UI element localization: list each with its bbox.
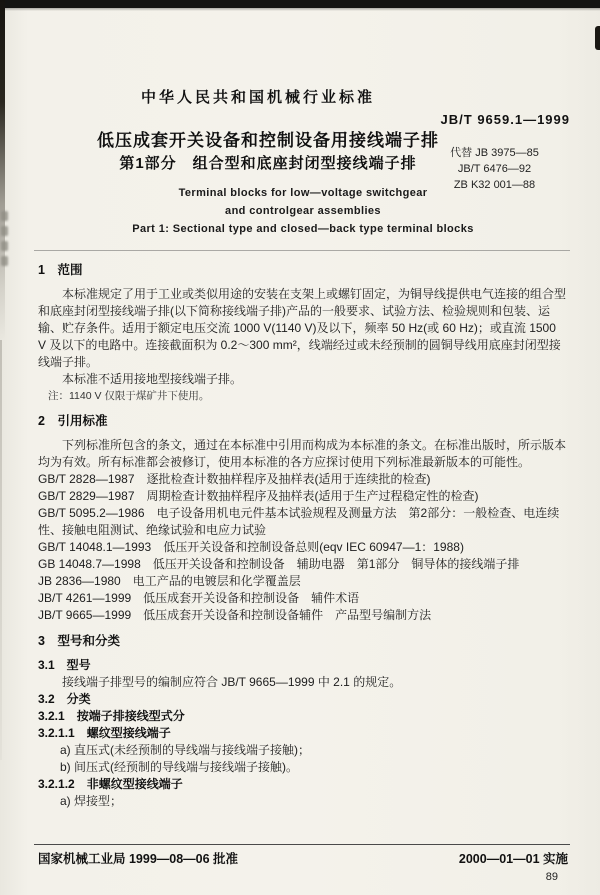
- scan-artifact-mark: [1, 226, 8, 236]
- scope-paragraph: 本标准规定了用于工业或类似用途的安装在支架上或螺钉固定，为铜导线提供电气连接的组合型和底座封闭型接线端子排(以下简称接线端子排)产品的一般要求、试验方法、检验规则和包装、运输、贮存条件。适用于额定电压交流 1000 V(1140 V)及以下，频率 50 Hz(或 60 Hz)；或直流 1500 V 及以下的电路中。连接截面积为 0.2～300 mm²，线端经过或未经预制的圆铜导线用底座封闭型接线端子排。: [38, 287, 567, 369]
- references-intro: 下列标准所包含的条文，通过在本标准中引用而构成为本标准的条文。在标准出版时，所示版本均为有效。所有标准都会被修订，使用本标准的各方应探讨使用下列标准最新版本的可能性。: [38, 438, 567, 469]
- scope-note: 注：1140 V 仅限于煤矿井下使用。: [48, 390, 210, 402]
- list-item-b: b) 间压式(经预制的导线端与接线端子接触)。: [60, 760, 298, 774]
- list-item-a: a) 直压式(未经预制的导线端与接线端子接触)；: [60, 743, 310, 757]
- referenced-standard-3: GB/T 5095.2—1986 电子设备用机电元件基本试验规程及测量方法 第2部分：一般检查、电连续性、接触电阻测试、绝缘试验和电应力试验: [38, 506, 560, 537]
- scan-artifact-mark: [1, 211, 8, 221]
- scan-artifact-margin-marks: [1, 206, 11, 271]
- section-3-2-1-heading: 3.2.1 按端子排接线型式分: [38, 709, 185, 723]
- replaced-standards: [417, 145, 572, 193]
- referenced-standard-2: GB/T 2829—1987 周期检查计数抽样程序及抽样表(适用于生产过程稳定性的检查): [38, 489, 479, 503]
- document-footer: [38, 849, 568, 867]
- referenced-standard-7: JB/T 4261—1999 低压成套开关设备和控制设备 辅件术语: [38, 591, 360, 605]
- page-number: 89: [545, 871, 558, 883]
- scan-artifact-right-mark: [595, 26, 600, 50]
- section-3-heading: 3 型号和分类: [38, 634, 120, 648]
- referenced-standard-5: GB 14048.7—1998 低压开关设备和控制设备 辅助电器 第1部分 铜导体的接线端子排: [38, 557, 520, 571]
- replaced-standard-3: ZB K32 001—88: [453, 179, 536, 191]
- section-1-heading: 1 范围: [38, 263, 83, 277]
- section-3-1-body: 接线端子排型号的编制应符合 JB/T 9665—1999 中 2.1 的规定。: [62, 675, 402, 689]
- approval-info: 国家机械工业局 1999—08—06 批准: [38, 852, 239, 866]
- standard-number: JB/T 9659.1—1999: [440, 112, 570, 127]
- referenced-standard-1: GB/T 2828—1987 逐批检查计数抽样程序及抽样表(适用于连续批的检查): [38, 472, 431, 486]
- scan-artifact-mark: [1, 241, 8, 251]
- scan-artifact-top-edge: [0, 0, 600, 8]
- replaced-standard-1: 代替 JB 3975—85: [450, 147, 539, 159]
- list-item-a2: a) 焊接型；: [60, 794, 123, 808]
- implementation-date: 2000—01—01 实施: [458, 852, 568, 866]
- section-3-2-heading: 3.2 分类: [38, 692, 91, 706]
- scope-exclusion: 本标准不适用接地型接线端子排。: [62, 372, 243, 386]
- section-3-2-1-2-heading: 3.2.1.2 非螺纹型接线端子: [38, 777, 183, 791]
- referenced-standard-6: JB 2836—1980 电工产品的电镀层和化学覆盖层: [38, 574, 301, 588]
- en-title-line1: Terminal blocks for low—voltage switchgear: [178, 187, 428, 199]
- document-body: [38, 258, 567, 810]
- referenced-standard-8: JB/T 9665—1999 低压成套开关设备和控制设备辅件 产品型号编制方法: [38, 608, 432, 622]
- section-3-1-heading: 3.1 型号: [38, 658, 91, 672]
- section-2-heading: 2 引用标准: [38, 414, 108, 428]
- scan-artifact-left-edge-lower: [0, 340, 2, 760]
- replaced-standard-2: JB/T 6476—92: [457, 163, 532, 175]
- scan-artifact-left-edge: [0, 0, 5, 340]
- section-3-2-1-1-heading: 3.2.1.1 螺纹型接线端子: [38, 726, 171, 740]
- footer-divider: [34, 844, 570, 845]
- referenced-standard-4: GB/T 14048.1—1993 低压开关设备和控制设备总则(eqv IEC 60947—1：1988): [38, 540, 464, 554]
- en-title-line2: and controlgear assemblies: [225, 205, 381, 217]
- org-title: 中华人民共和国机械行业标准: [140, 89, 375, 106]
- doc-title-line1: 低压成套开关设备和控制设备用接线端子排: [97, 131, 439, 150]
- scan-artifact-mark: [1, 256, 8, 266]
- doc-title-line2: 第1部分 组合型和底座封闭型接线端子排: [119, 155, 417, 172]
- header-divider: [34, 250, 570, 251]
- en-title-line3: Part 1: Sectional type and closed—back type terminal blocks: [132, 223, 474, 235]
